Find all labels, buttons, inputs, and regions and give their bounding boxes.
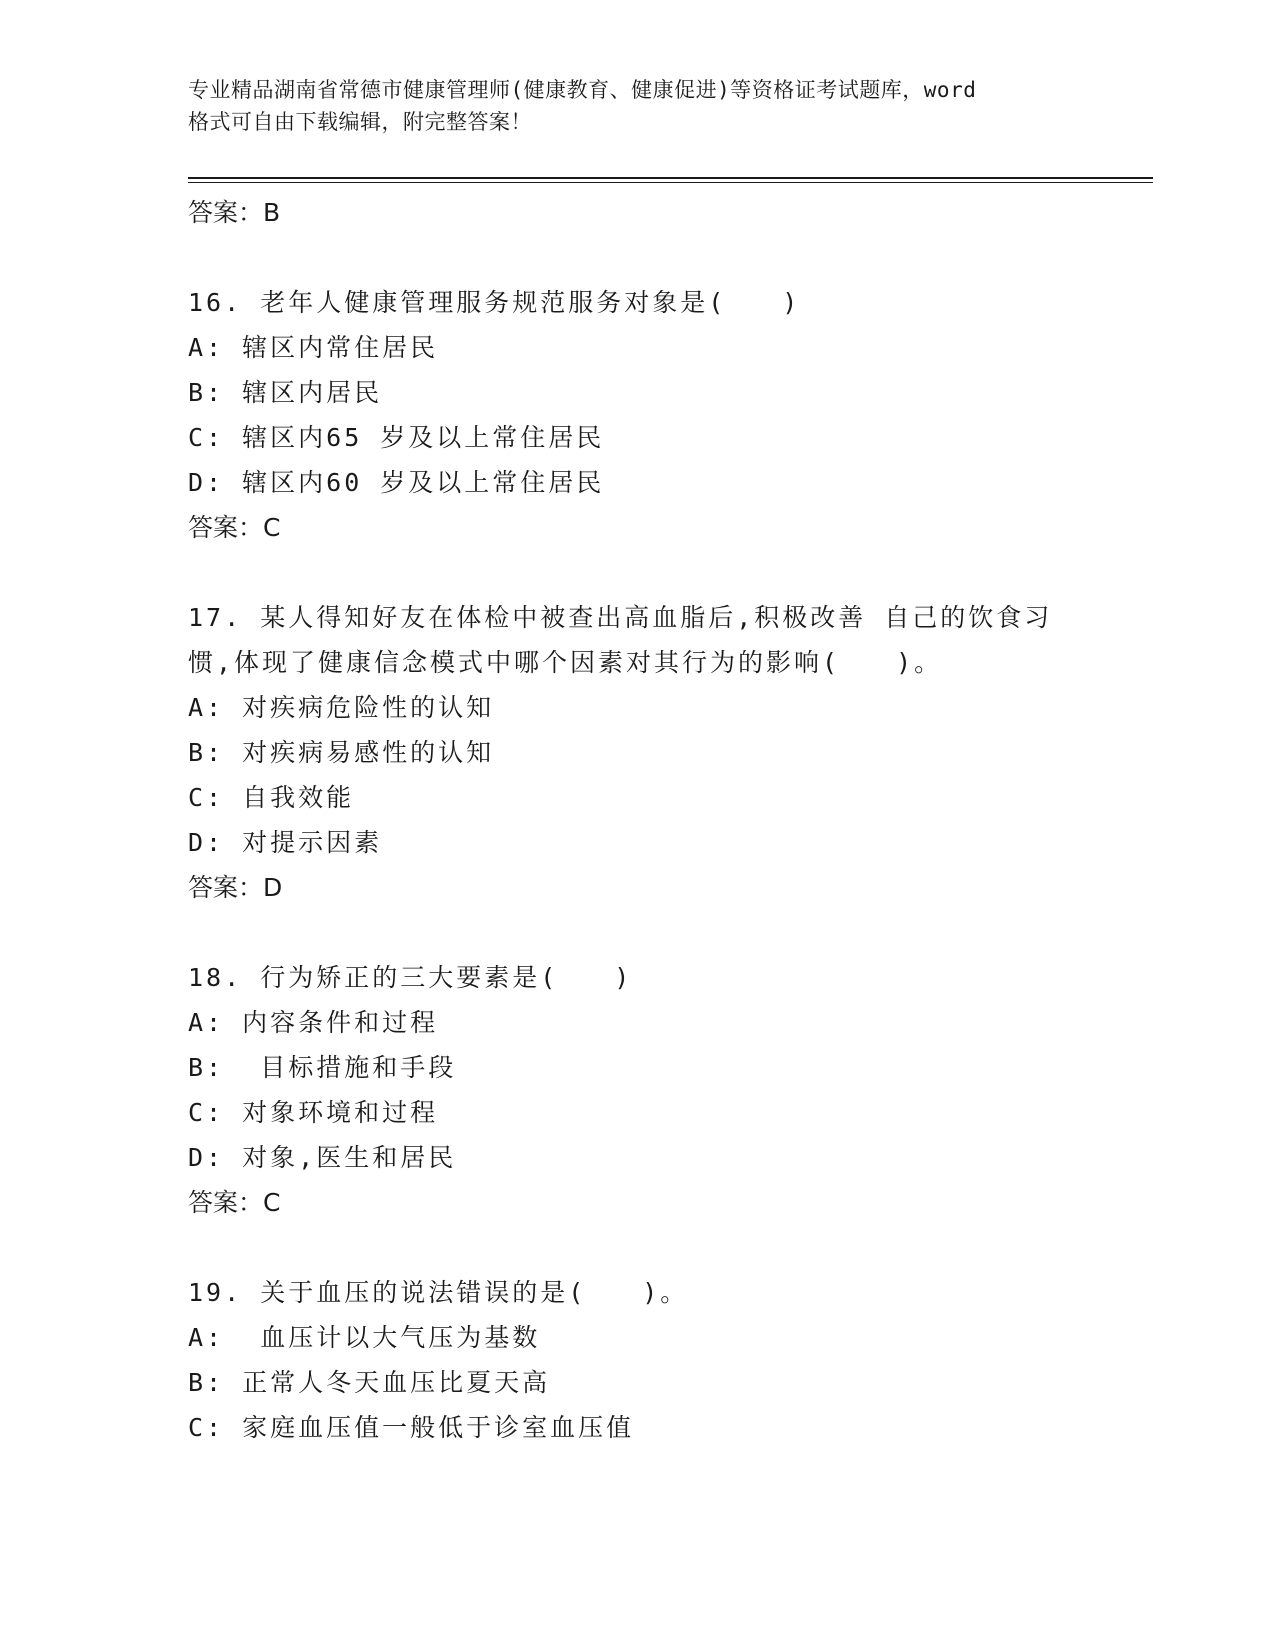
question-19-option-a: A: 血压计以大气压为基数	[188, 1323, 541, 1352]
question-19-option-c: C: 家庭血压值一般低于诊室血压值	[188, 1413, 635, 1442]
question-16-answer: 答案：C	[188, 513, 281, 542]
question-18-option-c: C: 对象环境和过程	[188, 1098, 439, 1127]
question-16-option-b: B: 辖区内居民	[188, 378, 383, 407]
page-header	[188, 74, 1088, 138]
question-17	[188, 595, 1118, 911]
question-16	[188, 280, 1118, 551]
question-16-option-a: A: 辖区内常住居民	[188, 333, 439, 362]
header-divider-thick	[188, 177, 1153, 179]
question-18	[188, 955, 1118, 1226]
question-17-option-b: B: 对疾病易感性的认知	[188, 738, 495, 767]
question-17-title-line-2: 惯,体现了健康信念模式中哪个因素对其行为的影响( )。	[188, 648, 943, 677]
answer-15: 答案：B	[188, 198, 281, 227]
question-17-title	[188, 595, 1118, 685]
question-18-option-b: B: 目标措施和手段	[188, 1053, 457, 1082]
question-19-title: 19. 关于血压的说法错误的是( )。	[188, 1278, 689, 1307]
question-list	[188, 190, 1118, 1450]
question-16-title: 16. 老年人健康管理服务规范服务对象是( )	[188, 288, 801, 317]
question-18-title: 18. 行为矫正的三大要素是( )	[188, 963, 633, 992]
question-18-option-d: D: 对象,医生和居民	[188, 1143, 457, 1172]
question-17-title-line-1: 17. 某人得知好友在体检中被查出高血脂后,积极改善 自己的饮食习	[188, 603, 1053, 632]
question-17-option-d: D: 对提示因素	[188, 828, 383, 857]
header-line-1: 专业精品湖南省常德市健康管理师(健康教育、健康促进)等资格证考试题库，word	[188, 78, 977, 102]
question-18-option-a: A: 内容条件和过程	[188, 1008, 439, 1037]
question-16-option-d: D: 辖区内60 岁及以上常住居民	[188, 468, 605, 497]
header-divider-thin	[188, 182, 1153, 183]
question-17-option-a: A: 对疾病危险性的认知	[188, 693, 495, 722]
header-line-2: 格式可自由下载编辑，附完整答案！	[188, 110, 532, 134]
question-17-option-c: C: 自我效能	[188, 783, 355, 812]
question-19	[188, 1270, 1118, 1450]
question-18-answer: 答案：C	[188, 1188, 281, 1217]
question-16-option-c: C: 辖区内65 岁及以上常住居民	[188, 423, 605, 452]
question-17-answer: 答案：D	[188, 873, 283, 902]
question-19-option-b: B: 正常人冬天血压比夏天高	[188, 1368, 551, 1397]
